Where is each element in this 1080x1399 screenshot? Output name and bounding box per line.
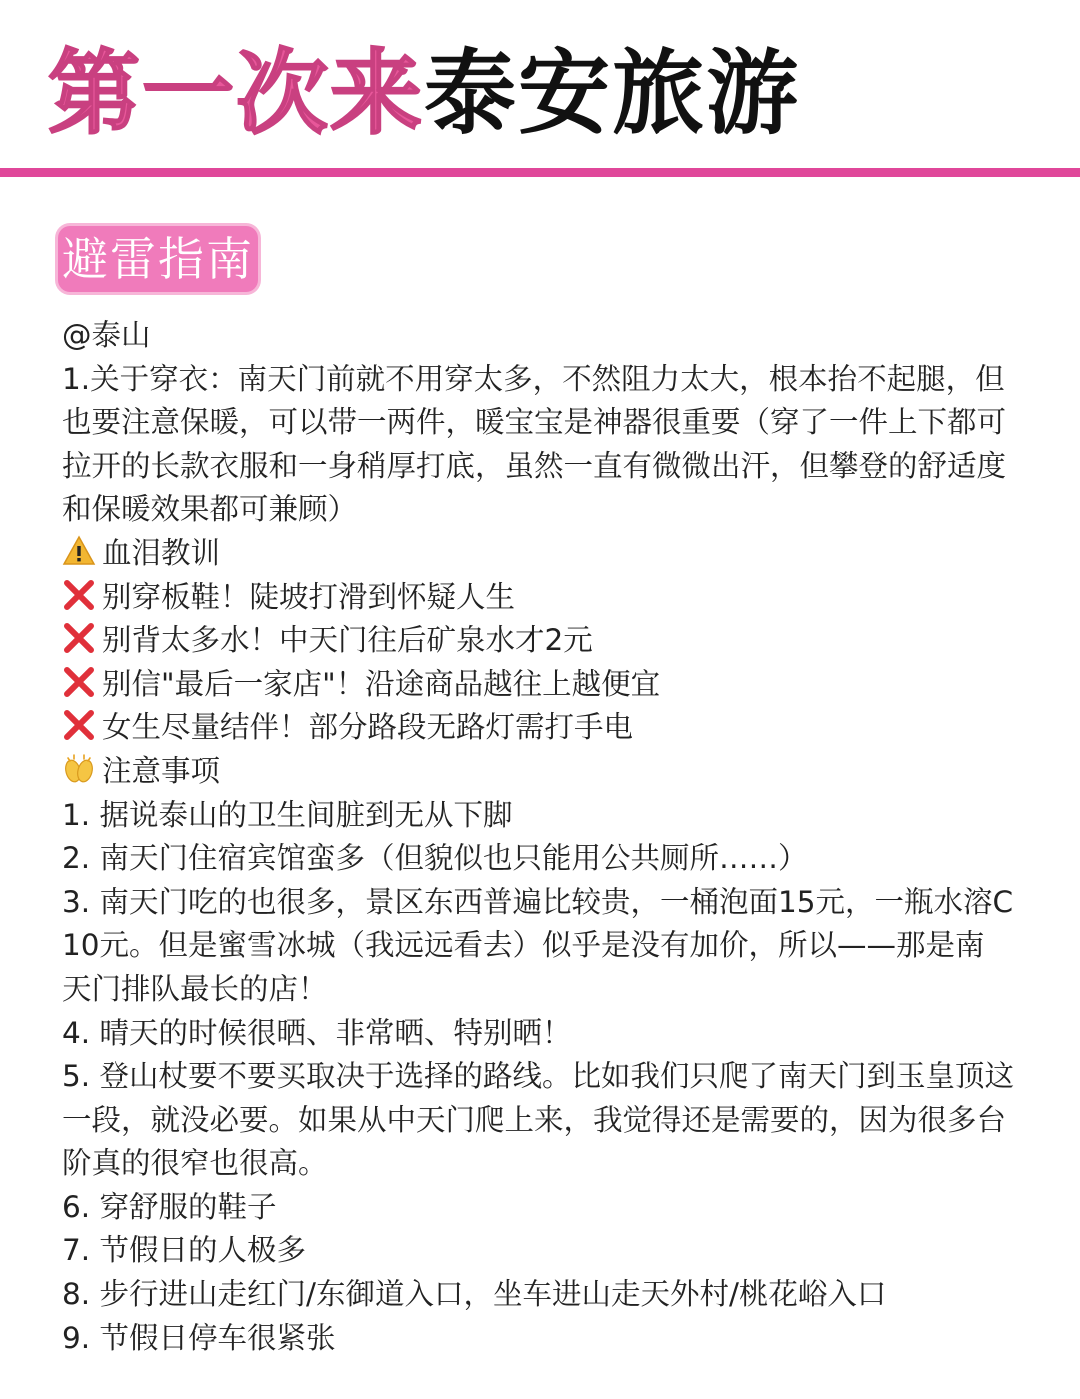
lessons-heading	[62, 532, 1052, 576]
lesson-text: 别背太多水！中天门往后矿泉水才2元	[102, 623, 593, 658]
note-line: 一段，就没必要。如果从中天门爬上来，我觉得还是需要的，因为很多台	[62, 1102, 1007, 1137]
note-line: 阶真的很窄也很高。	[62, 1146, 328, 1181]
note-line: 1. 据说泰山的卫生间脏到无从下脚	[62, 797, 513, 832]
note-line: 9. 节假日停车很紧张	[62, 1320, 336, 1355]
cross-mark-icon	[62, 708, 96, 742]
cross-mark-icon	[62, 621, 96, 655]
section-tag: 避雷指南	[58, 226, 258, 292]
lesson-text: 别信"最后一家店"！沿途商品越往上越便宜	[102, 666, 661, 701]
cross-mark-icon	[62, 578, 96, 612]
warning-icon	[62, 534, 96, 568]
note-line: 4. 晴天的时候很晒、非常晒、特别晒！	[62, 1015, 572, 1050]
notes-heading-text: 注意事项	[102, 753, 221, 788]
note-line: 7. 节假日的人极多	[62, 1233, 307, 1268]
paragraph-line: 也要注意保暖，可以带一两件，暖宝宝是神器很重要（穿了一件上下都可	[62, 405, 1007, 440]
lessons-heading-text: 血泪教训	[102, 535, 221, 570]
location-tag: @泰山	[62, 318, 151, 352]
lesson-item	[62, 576, 1052, 620]
note-line: 2. 南天门住宿宾馆蛮多（但貌似也只能用公共厕所……）	[62, 841, 808, 876]
note-line: 天门排队最长的店！	[62, 971, 328, 1006]
page-title	[48, 38, 800, 148]
title-highlight: 第一次来	[48, 40, 425, 147]
cross-mark-icon	[62, 665, 96, 699]
note-line: 8. 步行进山走红门/东御道入口，坐车进山走天外村/桃花峪入口	[62, 1277, 887, 1312]
notes-heading	[62, 750, 1052, 794]
note-line: 6. 穿舒服的鞋子	[62, 1189, 277, 1224]
raised-hands-icon	[62, 752, 96, 786]
lesson-text: 别穿板鞋！陡坡打滑到怀疑人生	[102, 579, 516, 614]
lesson-text: 女生尽量结伴！部分路段无路灯需打手电	[102, 710, 634, 745]
lesson-item	[62, 663, 1052, 707]
paragraph-line: 1.关于穿衣：南天门前就不用穿太多，不然阻力太大，根本抬不起腿，但	[62, 361, 1005, 396]
title-main: 泰安旅游	[424, 39, 801, 147]
paragraph-line: 和保暖效果都可兼顾）	[62, 492, 358, 527]
note-line: 5. 登山杖要不要买取决于选择的路线。比如我们只爬了南天门到玉皇顶这	[62, 1059, 1015, 1094]
note-line: 3. 南天门吃的也很多，景区东西普遍比较贵，一桶泡面15元，一瓶水溶C	[62, 884, 1014, 919]
note-line: 10元。但是蜜雪冰城（我远远看去）似乎是没有加价，所以——那是南	[62, 928, 985, 963]
article-body	[62, 314, 1052, 1360]
paragraph-line: 拉开的长款衣服和一身稍厚打底，虽然一直有微微出汗，但攀登的舒适度	[62, 448, 1007, 483]
lesson-item	[62, 619, 1052, 663]
title-divider	[0, 168, 1080, 177]
lesson-item	[62, 706, 1052, 750]
